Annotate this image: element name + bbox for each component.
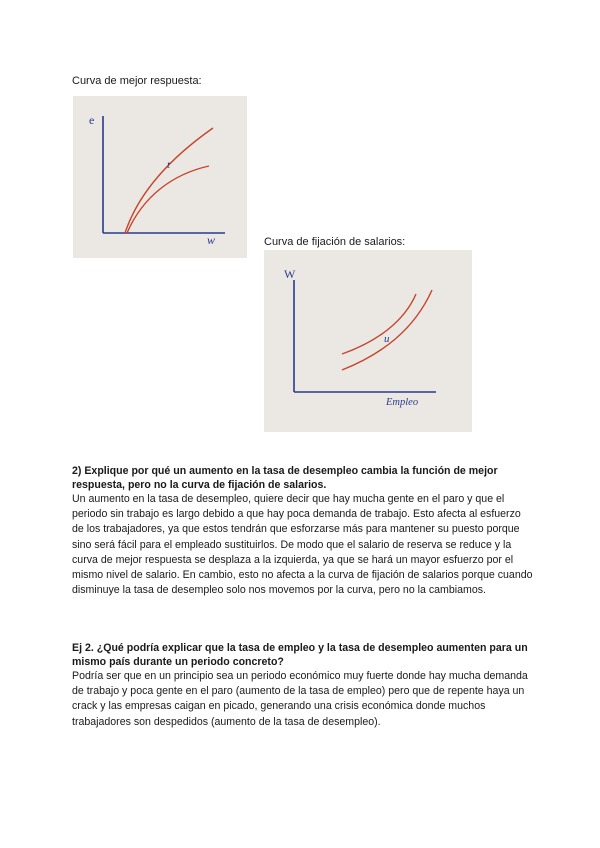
y-axis-label: W bbox=[284, 267, 296, 281]
x-axis-label: Empleo bbox=[386, 397, 419, 408]
best-response-sketch bbox=[73, 96, 247, 258]
question-2-answer: Un aumento en la tasa de desempleo, quiere decir que hay mucha gente en el paro y que el periodo sin trabajo es largo debido a que hay poca demanda de trabajo. Esto afecta al esfuerzo de los trabajadores, ya que estos tendrán que esforzarse más para mantener su puesto porque sino será fácil para el empleado sustituirlos. De modo que el salario de reserva se reduce y la curva de mejor respuesta se desplaza a la izquierda, ya que se hará un mayor esfuerzo por el mismo nivel de salario. En cambio, esto no afecta a la curva de fijación de salarios porque cuando disminuye la tasa de desempleo solo nos movemos por la curva, pero no la cambiamos. bbox=[72, 493, 533, 597]
x-axis-label: w bbox=[207, 233, 216, 247]
curve-mark: u bbox=[384, 333, 390, 345]
figure1-caption: Curva de mejor respuesta: bbox=[72, 75, 202, 87]
question-2-heading: 2) Explique por qué un aumento en la tasa de desempleo cambia la función de mejor respuesta, pero no la curva de fijación de salarios. bbox=[72, 465, 498, 491]
figure2-caption: Curva de fijación de salarios: bbox=[264, 236, 406, 248]
exercise-2-heading: Ej 2. ¿Qué podría explicar que la tasa de empleo y la tasa de desempleo aumenten para un mismo país durante un periodo concreto? bbox=[72, 642, 528, 668]
curve-upper bbox=[342, 294, 416, 354]
exercise-2-answer: Podría ser que en un principio sea un periodo económico muy fuerte donde hay mucha demanda de trabajo y poca gente en el paro (aumento de la tasa de empleo) pero que de repente haya un crack y las empresas caigan en picado, generando una crisis económica donde muchos trabajadores son despedidos (aumento de la tasa de desempleo). bbox=[72, 670, 528, 728]
best-response-curve-photo bbox=[73, 96, 247, 258]
curve-upper bbox=[125, 128, 213, 233]
curve-mark: t bbox=[167, 159, 171, 171]
wage-setting-curve-photo bbox=[264, 250, 472, 432]
curve-lower bbox=[127, 166, 209, 233]
wage-setting-sketch bbox=[264, 250, 472, 432]
y-axis-label: e bbox=[89, 113, 95, 127]
